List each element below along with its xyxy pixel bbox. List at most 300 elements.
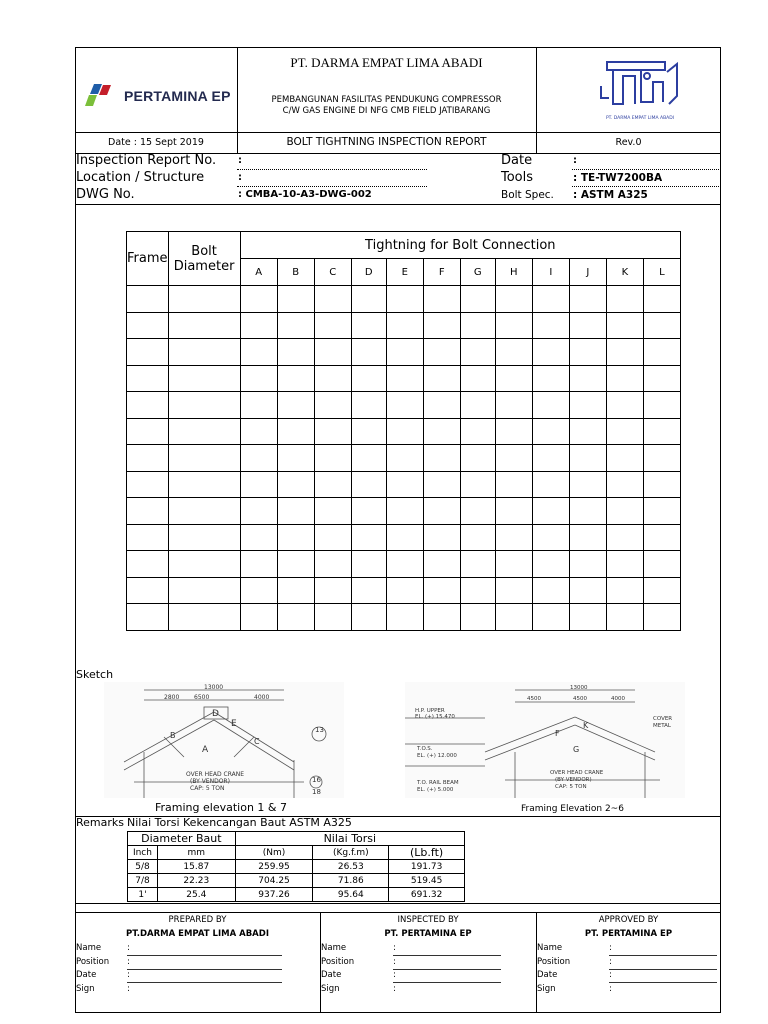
table-cell[interactable] (240, 392, 277, 419)
column-header-l: L (643, 259, 680, 286)
bolt-header-line2: Diameter (173, 258, 235, 274)
table-cell[interactable] (460, 286, 495, 313)
table-cell[interactable] (532, 339, 569, 366)
torque-cell: 22.23 (157, 874, 235, 888)
sketch-right-el-3: T.O.S. (417, 746, 433, 752)
signature-field-label: Sign (76, 983, 95, 994)
table-cell[interactable] (460, 604, 495, 631)
table-cell[interactable] (127, 392, 169, 419)
torque-cell: 191.73 (389, 860, 465, 874)
location-value[interactable]: : (238, 172, 242, 183)
table-cell[interactable] (643, 498, 680, 525)
table-cell[interactable] (351, 524, 386, 551)
torque-cell: 95.64 (313, 888, 389, 902)
sketch-right-el-4: EL. (+) 12.000 (417, 753, 457, 759)
signature-field-line[interactable] (609, 955, 717, 956)
table-cell[interactable] (168, 365, 240, 392)
table-cell[interactable] (532, 524, 569, 551)
table-cell[interactable] (606, 365, 643, 392)
table-cell[interactable] (314, 286, 351, 313)
table-cell[interactable] (495, 418, 532, 445)
table-cell[interactable] (386, 604, 423, 631)
table-cell[interactable] (277, 604, 314, 631)
signature-field-line[interactable] (609, 982, 717, 983)
table-cell[interactable] (351, 418, 386, 445)
table-cell[interactable] (277, 577, 314, 604)
table-cell[interactable] (314, 604, 351, 631)
table-cell[interactable] (386, 392, 423, 419)
table-row (127, 418, 681, 445)
table-cell[interactable] (127, 418, 169, 445)
table-cell[interactable] (127, 365, 169, 392)
signature-field-label: Position (76, 956, 110, 967)
table-cell[interactable] (606, 577, 643, 604)
table-cell[interactable] (277, 365, 314, 392)
table-cell[interactable] (351, 498, 386, 525)
table-cell[interactable] (569, 551, 606, 578)
sketch-left-dim-3: 6500 (194, 694, 210, 701)
table-cell[interactable] (606, 445, 643, 472)
table-cell[interactable] (386, 312, 423, 339)
signature-field-label: Position (321, 956, 355, 967)
table-cell[interactable] (643, 365, 680, 392)
table-cell[interactable] (460, 498, 495, 525)
torque-header: Nilai Torsi (235, 832, 464, 846)
table-cell[interactable] (386, 286, 423, 313)
table-cell[interactable] (643, 312, 680, 339)
table-cell[interactable] (495, 551, 532, 578)
table-cell[interactable] (569, 471, 606, 498)
sketch-left-a: A (202, 745, 209, 755)
column-header-i: I (532, 259, 569, 286)
table-cell[interactable] (314, 339, 351, 366)
sketch-left-crane-3: CAP: 5 TON (190, 785, 225, 792)
table-cell[interactable] (351, 445, 386, 472)
table-cell[interactable] (460, 577, 495, 604)
table-cell[interactable] (532, 312, 569, 339)
table-cell[interactable] (314, 392, 351, 419)
torque-cell: 5/8 (128, 860, 158, 874)
table-cell[interactable] (569, 604, 606, 631)
table-cell[interactable] (532, 365, 569, 392)
signature-field-label: Name (76, 943, 102, 953)
table-cell[interactable] (569, 498, 606, 525)
table-cell[interactable] (569, 577, 606, 604)
table-cell[interactable] (643, 286, 680, 313)
table-cell[interactable] (495, 445, 532, 472)
table-cell[interactable] (532, 392, 569, 419)
table-cell[interactable] (569, 365, 606, 392)
signature-field-colon: : (609, 943, 612, 953)
table-cell[interactable] (460, 524, 495, 551)
sketch-left-crane-2: (BY VENDOR) (190, 778, 230, 785)
table-cell[interactable] (606, 392, 643, 419)
table-cell[interactable] (240, 577, 277, 604)
table-cell[interactable] (351, 577, 386, 604)
table-cell[interactable] (386, 471, 423, 498)
table-cell[interactable] (277, 286, 314, 313)
date-value[interactable]: : (573, 155, 577, 166)
column-header-g: G (460, 259, 495, 286)
signature-field-label: Date (537, 970, 558, 980)
table-cell[interactable] (495, 524, 532, 551)
sketch-right-g: G (573, 745, 580, 754)
signature-field-colon: : (609, 970, 612, 980)
table-cell[interactable] (569, 418, 606, 445)
table-cell[interactable] (643, 577, 680, 604)
torque-cell: 1' (128, 888, 158, 902)
column-header-j: J (569, 259, 606, 286)
signature-field-colon: : (609, 956, 612, 967)
table-cell[interactable] (423, 498, 460, 525)
table-cell[interactable] (240, 445, 277, 472)
company-logo-caption: PT. DARMA EMPAT LIMA ABADI (605, 116, 675, 121)
dwg-label: DWG No. (76, 187, 135, 202)
table-cell[interactable] (532, 418, 569, 445)
table-cell[interactable] (460, 471, 495, 498)
signature-role-2: APPROVED BY (598, 915, 659, 925)
table-cell[interactable] (460, 445, 495, 472)
pertamina-logo (84, 82, 234, 110)
table-cell[interactable] (423, 604, 460, 631)
table-cell[interactable] (495, 498, 532, 525)
torque-cell: 26.53 (313, 860, 389, 874)
table-row (127, 339, 681, 366)
column-header-e: E (386, 259, 423, 286)
sketch-right-el-5: T.O. RAIL BEAM (417, 780, 459, 786)
table-cell[interactable] (386, 365, 423, 392)
framing-elevation-right-drawing (405, 682, 685, 798)
table-cell[interactable] (643, 445, 680, 472)
table-row (127, 577, 681, 604)
table-cell[interactable] (314, 498, 351, 525)
table-cell[interactable] (168, 604, 240, 631)
table-cell[interactable] (168, 551, 240, 578)
table-cell[interactable] (495, 365, 532, 392)
column-header-b: B (277, 259, 314, 286)
table-cell[interactable] (386, 445, 423, 472)
table-cell[interactable] (127, 445, 169, 472)
table-cell[interactable] (569, 339, 606, 366)
table-cell[interactable] (127, 551, 169, 578)
signature-role-0: PREPARED BY (168, 915, 227, 925)
sketch-left-dim-1: 13000 (204, 684, 224, 691)
table-cell[interactable] (314, 471, 351, 498)
signature-field-label: Position (537, 956, 571, 967)
table-row (127, 604, 681, 631)
frame-header: Frame (127, 232, 169, 286)
table-cell[interactable] (168, 498, 240, 525)
table-cell[interactable] (606, 312, 643, 339)
bolt-tightening-table (126, 231, 681, 631)
table-cell[interactable] (643, 392, 680, 419)
remarks-title: Nilai Torsi Kekencangan Baut ASTM A325 (127, 816, 352, 829)
table-cell[interactable] (460, 392, 495, 419)
tools-value[interactable]: : TE-TW7200BA (573, 172, 663, 184)
table-cell[interactable] (643, 418, 680, 445)
company-logo (595, 52, 685, 126)
table-cell[interactable] (314, 445, 351, 472)
table-cell[interactable] (277, 498, 314, 525)
sketch-right-crane-1: OVER HEAD CRANE (550, 770, 604, 776)
signature-field-label: Name (321, 943, 347, 953)
table-row (127, 498, 681, 525)
table-cell[interactable] (351, 604, 386, 631)
table-cell[interactable] (643, 604, 680, 631)
location-label: Location / Structure (76, 170, 205, 185)
table-cell[interactable] (168, 339, 240, 366)
table-cell[interactable] (240, 524, 277, 551)
table-cell[interactable] (351, 392, 386, 419)
table-cell[interactable] (569, 312, 606, 339)
unit-inch: Inch (128, 846, 158, 860)
table-cell[interactable] (532, 445, 569, 472)
sketch-left-c: C (254, 737, 260, 746)
table-cell[interactable] (240, 365, 277, 392)
signature-field-line[interactable] (393, 969, 501, 970)
table-cell[interactable] (127, 286, 169, 313)
table-cell[interactable] (495, 339, 532, 366)
tools-label: Tools (501, 170, 534, 185)
table-cell[interactable] (423, 524, 460, 551)
table-row (127, 551, 681, 578)
table-cell[interactable] (643, 524, 680, 551)
table-cell[interactable] (423, 551, 460, 578)
table-cell[interactable] (168, 418, 240, 445)
table-cell[interactable] (569, 445, 606, 472)
table-cell[interactable] (643, 339, 680, 366)
table-cell[interactable] (423, 577, 460, 604)
revision: Rev.0 (615, 137, 642, 148)
date-label: Date (501, 153, 533, 168)
table-row (127, 392, 681, 419)
sketch-right-dim-2: 4500 (527, 696, 541, 702)
table-cell[interactable] (532, 604, 569, 631)
table-cell[interactable] (532, 551, 569, 578)
table-cell[interactable] (277, 445, 314, 472)
table-cell[interactable] (495, 286, 532, 313)
table-cell[interactable] (460, 312, 495, 339)
report-date: Date : 15 Sept 2019 (108, 137, 204, 148)
table-cell[interactable] (460, 418, 495, 445)
table-cell[interactable] (606, 551, 643, 578)
table-cell[interactable] (168, 577, 240, 604)
table-cell[interactable] (168, 286, 240, 313)
table-cell[interactable] (569, 524, 606, 551)
table-cell[interactable] (127, 498, 169, 525)
column-header-d: D (351, 259, 386, 286)
column-header-k: K (606, 259, 643, 286)
table-cell[interactable] (351, 339, 386, 366)
table-cell[interactable] (495, 471, 532, 498)
table-cell[interactable] (423, 471, 460, 498)
table-cell[interactable] (314, 551, 351, 578)
signature-field-line[interactable] (127, 982, 282, 983)
table-cell[interactable] (240, 498, 277, 525)
table-cell[interactable] (495, 604, 532, 631)
table-cell[interactable] (460, 551, 495, 578)
table-cell[interactable] (127, 577, 169, 604)
table-cell[interactable] (240, 286, 277, 313)
table-cell[interactable] (351, 286, 386, 313)
table-cell[interactable] (423, 312, 460, 339)
table-cell[interactable] (127, 312, 169, 339)
signature-role-1: INSPECTED BY (397, 915, 459, 925)
table-cell[interactable] (532, 471, 569, 498)
inspection-report-value[interactable]: : (238, 155, 242, 166)
sketch-right-note-1: COVER (653, 716, 673, 722)
table-cell[interactable] (277, 551, 314, 578)
table-cell[interactable] (460, 365, 495, 392)
signature-field-label: Sign (537, 983, 556, 994)
signature-field-line[interactable] (393, 955, 501, 956)
table-cell[interactable] (351, 365, 386, 392)
inspection-report-label: Inspection Report No. (76, 153, 217, 168)
table-cell[interactable] (277, 418, 314, 445)
signature-field-colon: : (393, 983, 396, 994)
table-cell[interactable] (606, 339, 643, 366)
signature-field-line[interactable] (609, 969, 717, 970)
table-cell[interactable] (386, 418, 423, 445)
table-cell[interactable] (532, 498, 569, 525)
table-cell[interactable] (423, 445, 460, 472)
table-cell[interactable] (423, 286, 460, 313)
table-cell[interactable] (606, 524, 643, 551)
torque-cell: 71.86 (313, 874, 389, 888)
sketch-left-marker-13: 13 (315, 726, 324, 734)
signature-field-colon: : (127, 983, 130, 994)
table-cell[interactable] (386, 339, 423, 366)
table-cell[interactable] (495, 392, 532, 419)
table-cell[interactable] (606, 498, 643, 525)
table-cell[interactable] (423, 392, 460, 419)
torque-cell: 15.87 (157, 860, 235, 874)
pertamina-logo-icon (84, 82, 120, 108)
table-cell[interactable] (127, 339, 169, 366)
table-cell[interactable] (277, 392, 314, 419)
bolt-header-line1: Bolt (191, 243, 217, 259)
torque-cell: 25.4 (157, 888, 235, 902)
table-cell[interactable] (386, 551, 423, 578)
column-header-f: F (423, 259, 460, 286)
table-cell[interactable] (314, 577, 351, 604)
table-cell[interactable] (168, 445, 240, 472)
table-cell[interactable] (351, 471, 386, 498)
table-row (127, 286, 681, 313)
table-cell[interactable] (606, 418, 643, 445)
unit-nm: (Nm) (235, 846, 313, 860)
table-cell[interactable] (240, 604, 277, 631)
torque-row (128, 874, 465, 888)
table-cell[interactable] (240, 551, 277, 578)
table-cell[interactable] (127, 524, 169, 551)
sketch-right-dim-1: 13000 (570, 685, 588, 691)
table-cell[interactable] (386, 498, 423, 525)
bolt-diameter-header (168, 232, 240, 286)
table-cell[interactable] (351, 551, 386, 578)
table-cell[interactable] (423, 339, 460, 366)
sketch-left-dim-4: 4000 (254, 694, 270, 701)
table-cell[interactable] (532, 286, 569, 313)
torque-cell: 704.25 (235, 874, 313, 888)
table-cell[interactable] (240, 471, 277, 498)
signature-field-label: Date (321, 970, 342, 980)
torque-row (128, 860, 465, 874)
table-cell[interactable] (569, 286, 606, 313)
table-cell[interactable] (606, 286, 643, 313)
table-cell[interactable] (606, 471, 643, 498)
dwg-value[interactable]: : CMBA-10-A3-DWG-002 (238, 189, 372, 200)
signature-field-colon: : (127, 970, 130, 980)
table-cell[interactable] (532, 577, 569, 604)
table-cell[interactable] (314, 418, 351, 445)
table-cell[interactable] (495, 577, 532, 604)
table-cell[interactable] (168, 392, 240, 419)
table-cell[interactable] (127, 604, 169, 631)
company-logo-icon (595, 52, 685, 118)
table-cell[interactable] (277, 524, 314, 551)
table-cell[interactable] (127, 471, 169, 498)
unit-lbft: (Lb.ft) (389, 846, 465, 860)
sketch-right-k: K (583, 721, 589, 730)
table-cell[interactable] (460, 339, 495, 366)
sketch-left-marker-16: 16 (312, 776, 321, 784)
table-cell[interactable] (314, 524, 351, 551)
signature-field-line[interactable] (127, 969, 282, 970)
table-cell[interactable] (168, 312, 240, 339)
table-cell[interactable] (168, 471, 240, 498)
table-cell[interactable] (606, 604, 643, 631)
signature-field-label: Sign (321, 983, 340, 994)
sketch-right-el-2: EL. (+) 15.470 (415, 714, 455, 720)
table-cell[interactable] (314, 312, 351, 339)
torque-cell: 937.26 (235, 888, 313, 902)
signature-field-line[interactable] (393, 982, 501, 983)
table-cell[interactable] (168, 524, 240, 551)
bolt-spec-value[interactable]: : ASTM A325 (573, 189, 648, 201)
table-cell[interactable] (386, 524, 423, 551)
table-cell[interactable] (643, 551, 680, 578)
table-cell[interactable] (240, 312, 277, 339)
table-cell[interactable] (423, 418, 460, 445)
sketch-left-e: E (231, 719, 237, 729)
sketch-right-el-1: H.P. UPPER (415, 708, 445, 714)
table-cell[interactable] (277, 339, 314, 366)
table-cell[interactable] (277, 471, 314, 498)
column-header-c: C (314, 259, 351, 286)
table-cell[interactable] (386, 577, 423, 604)
table-cell[interactable] (351, 312, 386, 339)
torque-cell: 691.32 (389, 888, 465, 902)
framing-elevation-left-drawing (104, 682, 344, 798)
table-cell[interactable] (569, 392, 606, 419)
table-cell[interactable] (643, 471, 680, 498)
signature-field-line[interactable] (127, 955, 282, 956)
table-cell[interactable] (240, 339, 277, 366)
table-cell[interactable] (240, 418, 277, 445)
torque-row (128, 888, 465, 902)
project-line-2: C/W GAS ENGINE DI NFG CMB FIELD JATIBARANG (282, 106, 491, 116)
tightning-group-header: Tightning for Bolt Connection (240, 232, 680, 259)
table-cell[interactable] (314, 365, 351, 392)
table-row (127, 445, 681, 472)
diameter-header: Diameter Baut (128, 832, 236, 846)
sketch-right-crane-2: (BY VENDOR) (555, 777, 592, 783)
table-cell[interactable] (277, 312, 314, 339)
pertamina-logo-text: PERTAMINA EP (124, 88, 231, 104)
table-cell[interactable] (495, 312, 532, 339)
table-cell[interactable] (423, 365, 460, 392)
